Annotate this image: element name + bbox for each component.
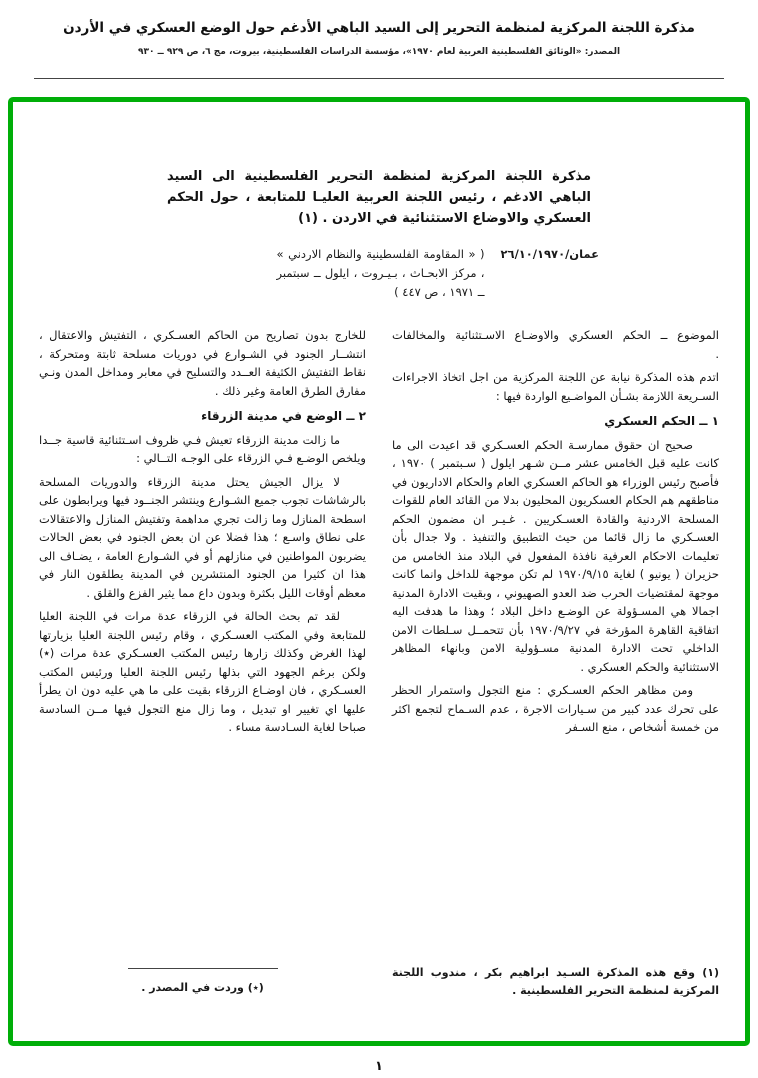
header-source: المصدر: «الوثائق الفلسطينية العربية لعام ١٩٧٠»، مؤسسة الدراسات الفلسطينية، بيروت، مج ٦، ص ٩٢٩ ــ ٩٣٠ <box>137 47 621 57</box>
footnote-asterisk: (٭) وردت في المصدر . <box>141 981 264 994</box>
paragraph-zarqa-followup: لقد تم بحث الحالة في الزرقاء عدة مرات في اللجنة العليا للمتابعة وفي المكتب العسـكري ، وقام رئيس اللجنة العليا بزيارتها لهذا الغرض وكذلك زارها رئيس المكتب العسـكري عدة مرات (٭) ولكن برغم الجهود التي بذلها رئيس اللجنة العليا ورئيس المكتب العسـكري ، فان اوضـاع الزرقاء بقيت على ما هي عليه دون ان يطرأ عليها اي تغيير او تبديل ، وما زال منع التجول فيها مــن السادسة صباحا لغاية السـادسة مساء . <box>39 609 366 734</box>
section-heading-military-rule: ١ ــ الحكم العسكري <box>604 414 719 428</box>
footnote-signatory: (١) وقع هذه المذكرة السـيد ابراهيم بكر ، مندوب اللجنة المركزية لمنظمة التحرير الفلسطينية . <box>392 966 719 997</box>
paragraph-intro: اتدم هذه المذكرة نيابة عن اللجنة المركزية من اجل اتخاذ الاجراءات السـريعة اللازمة بشـأن المواضـيع الواردة فيها : <box>392 370 719 403</box>
paragraph-military-rule: صحيح ان حقوق ممارسـة الحكم العسـكري قد اعيدت الى ما كانت عليه قبل الخامس عشر مــن شـهر ايلول ( سـبتمبر ) ١٩٧٠ ، فأصبح رئيس الوزراء هو الحاكم العسكري العام والحكام الاداريون في مناطقهم هم الحكام العسكريون المحليون بدلا من القائد العام للقوات المسلحة الاردنية والقادة العسـكريين . غـيـر ان مضمون الحكم العسـكري ما زال قائما من حيث التطبيق والتنفيذ . ولا جدال بأن تعليمات الاحكام العرفية نافذة المفعول في البلاد منذ الخامس من حزيران ( يونيو ) لغاية ١٩٧٠/٩/١٥ لم تكن موجهة للداخل وانما كانت موجهة لمقتضيات الحرب ضد العدو الصهيوني ، وبقيت الادارة المدنية اجمالا هي المسـؤولة عن الوضـع داخل البلاد ؛ وهذا ما هدفت اليه اتفاقية القاهرة المؤرخة في ١٩٧٠/٩/٢٧ بأن تتحمــل سـلطات الامن الداخلي تحت الادارة المدنية مسـؤولية الامن وبانهاء المظاهر الاستثنائية والحكم العسكري . <box>392 437 720 674</box>
right-column <box>392 326 719 742</box>
header-divider <box>34 78 724 79</box>
memo-meta-row <box>239 245 599 302</box>
footnote-left-cell <box>39 964 366 999</box>
footnote-rule <box>128 968 278 969</box>
paragraph-zarqa-intro: ما زالت مدينة الزرقاء تعيش فـي ظروف اسـتثنائية قاسية جــدا ويلخص الوضـع فـي الزرقاء على الوجـه التــالي : <box>39 432 366 465</box>
body-columns <box>13 302 745 742</box>
section-heading-zarqa: ٢ ــ الوضع في مدينة الزرقاء <box>201 409 366 423</box>
header-title: مذكرة اللجنة المركزية لمنظمة التحرير إلى السيد الباهي الأدغم حول الوضع العسكري في الأردن <box>63 20 695 36</box>
paragraph-manifestations: ومن مظاهر الحكم العسـكري : منع التجول واستمرار الحظر على تحرك عدد كبير من سـيارات الاجرة ، عدم السـماح لتجمع اكثر من خمسة أشخاص ، منع السـفر <box>392 683 719 734</box>
footnote-right-cell <box>392 964 719 999</box>
memo-dateline: عمان/٢٦/١٠/١٩٧٠ <box>500 247 599 261</box>
memo-heading: مذكرة اللجنة المركزية لمنظمة التحرير الفلسطينية الى السيد الباهي الادغم ، رئيس اللجنة العربية العليـا للمتابعة ، حول الحكم العسكري والاوضاع الاستثنائية في الاردن . (١) <box>167 169 591 226</box>
page-header <box>0 20 758 57</box>
paragraph-zarqa-situation: لا يزال الجيش يحتل مدينة الزرقاء والدوريات المسلحة بالرشاشات تجوب جميع الشـوارع وينتشر الجنــود فيها ويرابطون على اسطحة المنازل وما زالت تجري مداهمة وتفتيش المنازل والاعتقالات على نطاق واسـع ؛ هذا فضلا عن ان بعض الجنود في بعض الحالات يضربون المواطنين في منازلهم أو في الشـوارع العامة ، يضـاف الى هذا ان كثيرا من الجنود المنتشرين في المدينة يطلقون النار في معظم أوقات الليل بكثرة وبدون داع مما يثير الفزع والقلق . <box>39 474 366 600</box>
memo-citation: ( « المقاومة الفلسطينية والنظام الاردني » ، مركز الابحـاث ، بـيـروت ، ايلول ــ سبتمبر ــ ١٩٧١ ، ص ٤٤٧ ) <box>276 247 485 299</box>
footnotes <box>39 964 719 999</box>
paragraph-continuation: للخارج بدون تصاريح من الحاكم العسـكري ، التفتيش والاعتقال ، انتشــار الجنود في الشـوارع في دوريات مسلحة ثابتة ومتحركة ، نقاط التفتيش الكثيفة العــدد والتسليح في معابر ومداخل المدن ونـي مفارق الطرق العامة وغير ذلك . <box>39 328 366 398</box>
left-column <box>39 326 366 742</box>
page-number: ١ <box>375 1059 383 1074</box>
paragraph-subject: الموضوع ــ الحكم العسكري والاوضـاع الاسـتثنائية والمخالفات . <box>392 328 719 361</box>
document-frame <box>8 97 750 1046</box>
